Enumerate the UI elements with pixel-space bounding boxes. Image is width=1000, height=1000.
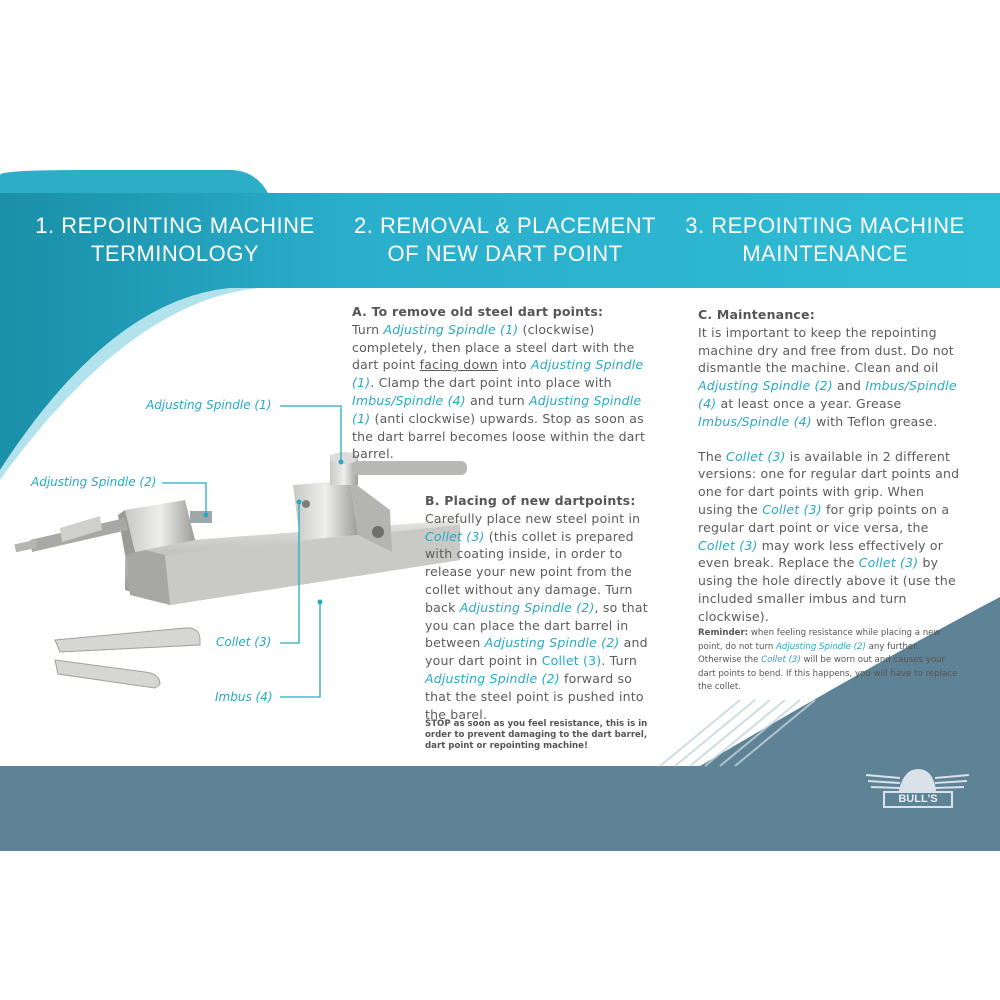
section-b-body: Carefully place new steel point in Collet (3) (this collet is prepared with coating inside, in order to release your new point from the collet without any damage. Turn back Adjusting Spindle (2), so that you can place the dart barrel in between Adjusting Spindle (2) and your dart point in Collet (3). Turn Adjusting Spindle (2) forward so that the steel point is pushed into the barel. bbox=[425, 510, 648, 722]
reminder-note: Reminder: when feeling resistance while placing a new point, do not turn Adjusting Spindle (2) any further. Otherwise the Collet (3) will be worn out and causes your dart points to bend. If this happens, you will have to replace the collet. bbox=[698, 628, 958, 692]
label-adjusting-spindle-1: Adjusting Spindle (1) bbox=[146, 398, 272, 412]
section-c-heading: C. Maintenance: bbox=[698, 307, 815, 322]
stop-warning: STOP as soon as you feel resistance, this is in order to prevent damaging to the dart barrel, dart point or repointing machine! bbox=[425, 719, 648, 751]
label-adjusting-spindle-2: Adjusting Spindle (2) bbox=[31, 475, 157, 489]
title-removal-placement: 2. REMOVAL & PLACEMENT OF NEW DART POINT bbox=[354, 213, 656, 266]
title-terminology: 1. REPOINTING MACHINE TERMINOLOGY bbox=[35, 213, 315, 266]
bulls-logo: BULL'S bbox=[898, 793, 938, 805]
section-b-heading: B. Placing of new dartpoints: bbox=[425, 493, 636, 508]
section-c-body-1: It is important to keep the repointing machine dry and free from dust. Do not dismantle the machine. Clean and oil Adjusting Spindle (2) and Imbus/Spindle (4) at least once a year. Grease Imbus/Spindle (4) with Teflon grease. bbox=[698, 324, 957, 429]
section-a-heading: A. To remove old steel dart points: bbox=[352, 304, 604, 319]
label-imbus-4: Imbus (4) bbox=[215, 690, 273, 704]
section-a-text bbox=[352, 303, 652, 463]
section-a-body: Turn Adjusting Spindle (1) (clockwise) completely, then place a steel dart with the dart point facing down into Adjusting Spindle (1). Clamp the dart point into place with Imbus/Spindle (4) and turn Adjusting Spindle (1) (anti clockwise) upwards. Stop as soon as the dart barrel becomes loose within the dart barrel. bbox=[352, 321, 646, 462]
title-maintenance: 3. REPOINTING MACHINE MAINTENANCE bbox=[685, 213, 965, 266]
section-b-text bbox=[425, 492, 657, 723]
label-collet-3: Collet (3) bbox=[216, 635, 272, 649]
section-c-body-2: The Collet (3) is available in 2 different versions: one for regular dart points and one for dart points with grip. When using the Collet (3) for grip points on a regular dart point or vice versa, the Collet (3) may work less effectively or even break. Replace the Collet (3) by using the hole directly above it (use the included smaller imbus and turn clockwise). bbox=[698, 448, 960, 624]
section-c-text bbox=[698, 306, 963, 626]
